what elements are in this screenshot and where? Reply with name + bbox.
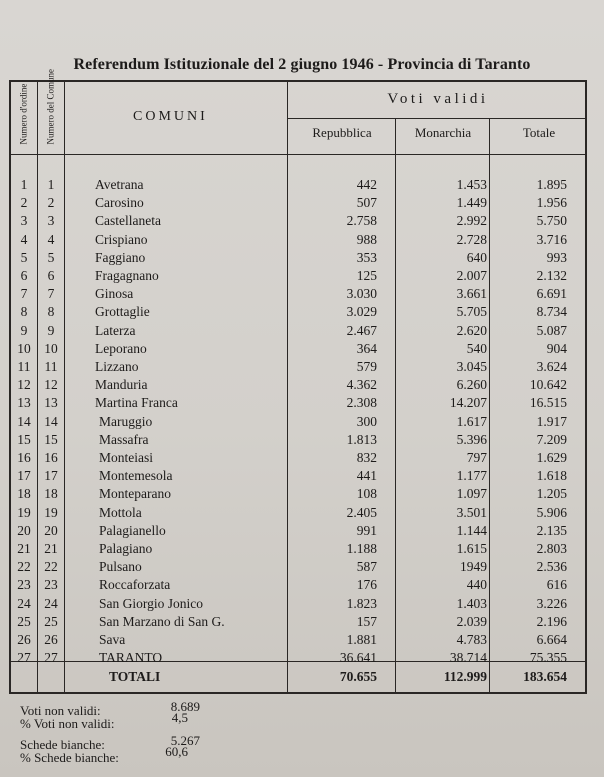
row-totale: 1.618	[536, 468, 567, 484]
row-numero-ordine: 17	[17, 468, 31, 484]
row-repubblica: 2.405	[346, 504, 377, 520]
row-numero-comune: 5	[47, 249, 55, 265]
row-totale: 993	[546, 249, 567, 265]
row-monarchia: 1.403	[456, 595, 487, 611]
row-comune-name: Leporano	[95, 340, 147, 356]
row-numero-comune: 1	[47, 177, 55, 192]
row-numero-ordine: 5	[20, 249, 28, 265]
table-row	[11, 541, 585, 557]
row-repubblica: 1.188	[346, 541, 377, 556]
row-numero-ordine: 24	[17, 595, 31, 611]
row-numero-comune: 24	[44, 595, 58, 611]
row-numero-comune: 15	[44, 431, 58, 447]
row-totale: 904	[546, 340, 567, 356]
row-totale: 10.642	[529, 377, 567, 393]
row-numero-ordine: 11	[17, 359, 31, 374]
row-numero-comune: 27	[44, 650, 58, 666]
row-monarchia: 6.260	[456, 377, 487, 393]
row-numero-ordine: 10	[17, 340, 31, 356]
row-repubblica: 3.029	[346, 304, 377, 320]
totals-repubblica: 70.655	[339, 669, 377, 684]
row-numero-comune: 22	[44, 559, 58, 575]
row-numero-comune: 7	[47, 286, 55, 302]
row-numero-ordine: 3	[20, 213, 28, 229]
row-comune-name: Faggiano	[95, 249, 146, 265]
row-monarchia: 1.449	[456, 195, 487, 211]
table-row	[11, 304, 585, 320]
row-numero-comune: 8	[47, 304, 55, 320]
footer-line-perc-voti-non-validi	[20, 710, 240, 732]
row-totale: 1.917	[536, 413, 567, 429]
row-monarchia: 1.177	[456, 468, 487, 484]
row-numero-ordine: 8	[20, 304, 28, 320]
header-rule	[11, 154, 585, 155]
schede-bianche-value: 5.267	[170, 733, 200, 748]
row-monarchia: 2.728	[456, 231, 487, 247]
table-row	[11, 414, 585, 430]
row-repubblica: 2.308	[346, 395, 377, 411]
row-repubblica: 2.758	[346, 213, 377, 229]
table-row	[11, 596, 585, 612]
row-comune-name: Fragagnano	[95, 268, 159, 283]
row-totale: 16.515	[529, 395, 567, 411]
header-numero-comune-text: Numero del Comune	[45, 68, 56, 144]
table-row	[11, 559, 585, 575]
row-monarchia: 640	[466, 249, 487, 265]
row-repubblica: 1.881	[346, 632, 377, 647]
row-numero-comune: 6	[47, 268, 55, 283]
row-totale: 2.803	[536, 541, 567, 556]
row-repubblica: 353	[356, 249, 377, 265]
row-repubblica: 2.467	[346, 322, 377, 338]
row-totale: 2.196	[536, 613, 567, 629]
row-numero-ordine: 21	[17, 541, 31, 556]
row-numero-comune: 16	[44, 450, 58, 465]
row-monarchia: 5.396	[456, 431, 487, 447]
row-repubblica: 125	[356, 268, 377, 283]
row-comune-name: Massafra	[99, 431, 149, 447]
row-repubblica: 507	[356, 195, 377, 211]
header-repubblica: Repubblica	[312, 125, 372, 140]
row-comune-name: Pulsano	[99, 559, 142, 575]
row-numero-ordine: 14	[17, 413, 31, 429]
row-comune-name: Grottaglie	[95, 304, 150, 320]
table-row	[11, 323, 585, 339]
row-repubblica: 300	[356, 413, 377, 429]
row-numero-comune: 18	[44, 486, 58, 502]
row-comune-name: TARANTO	[99, 650, 163, 666]
row-numero-ordine: 2	[20, 195, 28, 211]
row-repubblica: 108	[356, 486, 377, 502]
row-totale: 5.906	[536, 504, 567, 520]
row-numero-ordine: 13	[17, 395, 31, 411]
row-totale: 6.664	[536, 632, 567, 647]
row-monarchia: 3.501	[456, 504, 487, 520]
row-numero-ordine: 9	[20, 322, 28, 338]
table-row	[11, 250, 585, 266]
row-monarchia: 14.207	[449, 395, 487, 411]
row-repubblica: 579	[356, 359, 377, 374]
table-row	[11, 395, 585, 411]
header-rule	[287, 118, 585, 119]
row-numero-comune: 14	[44, 413, 58, 429]
row-monarchia: 4.783	[456, 632, 487, 647]
table-row	[11, 286, 585, 302]
row-numero-comune: 10	[44, 340, 58, 356]
row-repubblica: 991	[356, 522, 377, 538]
row-monarchia: 797	[466, 450, 487, 465]
row-comune-name: Castellaneta	[95, 213, 161, 229]
table-row	[11, 232, 585, 248]
table-row	[11, 577, 585, 593]
table-row	[11, 432, 585, 448]
footer-line-perc-schede-bianche	[20, 744, 240, 766]
row-totale: 3.226	[536, 595, 567, 611]
row-comune-name: San Giorgio Jonico	[99, 595, 203, 611]
table-row	[11, 650, 585, 666]
totals-row	[11, 667, 585, 687]
row-monarchia: 540	[466, 340, 487, 356]
row-comune-name: Monteiasi	[99, 450, 153, 465]
totals-label: TOTALI	[109, 669, 161, 684]
row-comune-name: Ginosa	[95, 286, 134, 302]
row-numero-ordine: 27	[17, 650, 31, 666]
row-totale: 1.629	[536, 450, 567, 465]
document-title: Referendum Istituzionale del 2 giugno 1946 - Provincia di Taranto	[73, 56, 531, 73]
row-comune-name: Carosino	[95, 195, 144, 211]
totals-monarchia: 112.999	[443, 669, 487, 684]
header-totale: Totale	[522, 125, 556, 140]
row-numero-ordine: 4	[20, 231, 28, 247]
row-totale: 2.132	[536, 268, 567, 283]
row-totale: 7.209	[536, 431, 567, 447]
row-comune-name: Avetrana	[95, 177, 144, 192]
row-totale: 1.895	[536, 177, 567, 192]
row-comune-name: Roccaforzata	[99, 577, 171, 593]
row-repubblica: 4.362	[346, 377, 377, 393]
table-row	[11, 195, 585, 211]
row-numero-comune: 4	[47, 231, 55, 247]
row-numero-comune: 17	[44, 468, 58, 484]
table-row	[11, 341, 585, 357]
totals-totale: 183.654	[523, 669, 567, 684]
row-comune-name: Crispiano	[95, 231, 148, 247]
row-repubblica: 988	[356, 231, 377, 247]
row-numero-comune: 2	[47, 195, 55, 211]
row-monarchia: 440	[466, 577, 487, 593]
row-totale: 5.087	[536, 322, 567, 338]
row-numero-ordine: 23	[17, 577, 31, 593]
voti-non-validi-label: Voti non validi:	[20, 703, 101, 718]
table-row	[11, 632, 585, 648]
header-numero-comune	[40, 68, 62, 144]
table-row	[11, 268, 585, 284]
row-repubblica: 1.813	[346, 431, 377, 447]
row-totale: 3.624	[536, 359, 567, 374]
row-comune-name: Palagianello	[99, 522, 166, 538]
row-numero-comune: 9	[47, 322, 55, 338]
row-monarchia: 2.007	[456, 268, 487, 283]
row-totale: 3.716	[536, 231, 567, 247]
row-numero-ordine: 15	[17, 431, 31, 447]
header-comuni: COMUNI	[133, 109, 208, 124]
row-numero-ordine: 22	[17, 559, 31, 575]
table-row	[11, 377, 585, 393]
row-comune-name: Laterza	[95, 322, 136, 338]
row-monarchia: 1.615	[456, 541, 487, 556]
header-voti-validi: Voti validi	[387, 91, 489, 107]
row-comune-name: Monteparano	[99, 486, 171, 502]
row-numero-comune: 21	[44, 541, 58, 556]
row-monarchia: 3.661	[456, 286, 487, 302]
table-row	[11, 213, 585, 229]
row-monarchia: 1.617	[456, 413, 487, 429]
perc-schede-bianche-label: % Schede bianche:	[20, 750, 119, 765]
row-numero-ordine: 16	[17, 450, 31, 465]
row-numero-ordine: 18	[17, 486, 31, 502]
row-totale: 1.205	[536, 486, 567, 502]
table-row	[11, 359, 585, 375]
row-comune-name: Martina Franca	[95, 395, 178, 411]
row-monarchia: 38.714	[449, 650, 487, 666]
row-repubblica: 157	[356, 613, 377, 629]
results-table	[9, 68, 587, 694]
header-monarchia: Monarchia	[414, 125, 472, 140]
row-numero-comune: 11	[44, 359, 58, 374]
row-numero-comune: 3	[47, 213, 55, 229]
row-totale: 2.536	[536, 559, 567, 575]
row-monarchia: 2.992	[456, 213, 487, 229]
row-numero-comune: 25	[44, 613, 58, 629]
row-repubblica: 364	[356, 340, 377, 356]
table-row	[11, 468, 585, 484]
table-row	[11, 486, 585, 502]
row-numero-ordine: 7	[20, 286, 28, 302]
table-row	[11, 505, 585, 521]
row-comune-name: Maruggio	[99, 413, 153, 429]
row-comune-name: Montemesola	[99, 468, 173, 484]
row-numero-ordine: 20	[17, 522, 31, 538]
row-numero-ordine: 1	[20, 177, 28, 192]
perc-schede-bianche-value: 60,6	[165, 744, 188, 759]
row-monarchia: 1.144	[456, 522, 487, 538]
perc-voti-non-validi-value: 4,5	[171, 710, 188, 725]
row-numero-comune: 12	[44, 377, 58, 393]
row-repubblica: 3.030	[346, 286, 377, 302]
row-monarchia: 5.705	[456, 304, 487, 320]
row-monarchia: 2.039	[456, 613, 487, 629]
row-numero-comune: 23	[44, 577, 58, 593]
row-totale: 8.734	[536, 304, 567, 320]
voti-non-validi-value: 8.689	[170, 699, 200, 714]
row-totale: 75.355	[529, 650, 567, 666]
row-repubblica: 587	[356, 559, 377, 575]
row-repubblica: 832	[356, 450, 377, 465]
row-totale: 616	[546, 577, 567, 593]
row-monarchia: 3.045	[456, 359, 487, 374]
row-monarchia: 1.097	[456, 486, 487, 502]
row-numero-comune: 13	[44, 395, 58, 411]
header-numero-ordine-text: Numero d'ordine	[18, 83, 29, 144]
row-numero-ordine: 25	[17, 613, 31, 629]
row-totale: 2.135	[536, 522, 567, 538]
table-row	[11, 177, 585, 193]
row-comune-name: Palagiano	[99, 541, 153, 556]
row-repubblica: 442	[356, 177, 377, 192]
row-numero-ordine: 19	[17, 504, 31, 520]
row-monarchia: 1.453	[456, 177, 487, 192]
row-comune-name: Sava	[99, 632, 126, 647]
row-comune-name: Manduria	[95, 377, 148, 393]
row-numero-comune: 20	[44, 522, 58, 538]
header-numero-ordine	[13, 83, 35, 144]
row-totale: 6.691	[536, 286, 567, 302]
row-comune-name: Mottola	[99, 504, 142, 520]
row-comune-name: San Marzano di San G.	[99, 613, 225, 629]
row-monarchia: 1949	[460, 559, 487, 575]
row-totale: 5.750	[536, 213, 567, 229]
row-comune-name: Lizzano	[95, 359, 139, 374]
row-numero-ordine: 12	[17, 377, 31, 393]
table-row	[11, 450, 585, 466]
schede-bianche-label: Schede bianche:	[20, 737, 105, 752]
row-repubblica: 176	[356, 577, 377, 593]
row-repubblica: 36.641	[339, 650, 377, 666]
row-numero-comune: 19	[44, 504, 58, 520]
perc-voti-non-validi-label: % Voti non validi:	[20, 716, 115, 731]
table-row	[11, 614, 585, 630]
row-repubblica: 441	[356, 468, 377, 484]
table-row	[11, 523, 585, 539]
row-numero-ordine: 6	[20, 268, 28, 283]
row-numero-comune: 26	[44, 632, 58, 647]
row-repubblica: 1.823	[346, 595, 377, 611]
row-totale: 1.956	[536, 195, 567, 211]
row-monarchia: 2.620	[456, 322, 487, 338]
row-numero-ordine: 26	[17, 632, 31, 647]
